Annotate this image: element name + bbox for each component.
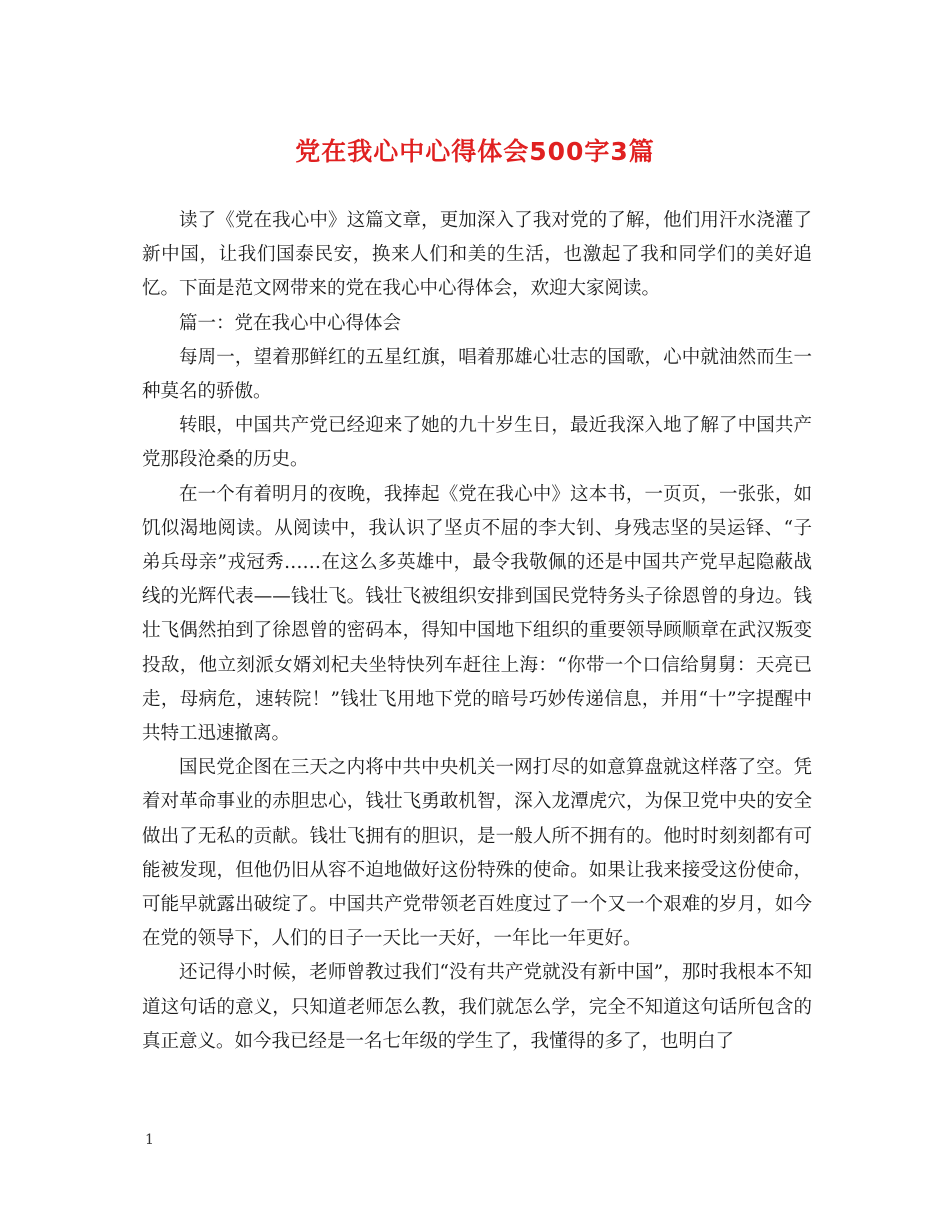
page-number: 1	[145, 1132, 154, 1148]
document-title: 党在我心中心得体会500字3篇	[295, 137, 655, 166]
paragraph: 每周一，望着那鲜红的五星红旗，唱着那雄心壮志的国歌，心中就油然而生一种莫名的骄傲。	[142, 346, 812, 403]
document-body	[142, 204, 812, 1059]
paragraph: 在一个有着明月的夜晚，我捧起《党在我心中》这本书，一页页，一张张，如饥似渴地阅读。从阅读中，我认识了坚贞不屈的李大钊、身残志坚的吴运铎、“子弟兵母亲”戎冠秀……在这么多英雄中，最令我敬佩的还是中国共产党早起隐蔽战线的光辉代表——钱壮飞。钱壮飞被组织安排到国民党特务头子徐恩曾的身边。钱壮飞偶然拍到了徐恩曾的密码本，得知中国地下组织的重要领导顾顺章在武汉叛变投敌，他立刻派女婿刘杞夫坐特快列车赶往上海：“你带一个口信给舅舅：天亮已走，母病危，速转院！”钱壮飞用地下党的暗号巧妙传递信息，并用“十”字提醒中共特工迅速撤离。	[142, 483, 812, 745]
section-heading: 篇一：党在我心中心得体会	[179, 312, 402, 334]
paragraph: 还记得小时候，老师曾教过我们“没有共产党就没有新中国”，那时我根本不知道这句话的意义，只知道老师怎么教，我们就怎么学，完全不知道这句话所包含的真正意义。如今我已经是一名七年级的学生了，我懂得的多了，也明白了	[142, 962, 812, 1052]
paragraph: 国民党企图在三天之内将中共中央机关一网打尽的如意算盘就这样落了空。凭着对革命事业的赤胆忠心，钱壮飞勇敢机智，深入龙潭虎穴，为保卫党中央的安全做出了无私的贡献。钱壮飞拥有的胆识，是一般人所不拥有的。他时时刻刻都有可能被发现，但他仍旧从容不迫地做好这份特殊的使命。如果让我来接受这份使命，可能早就露出破绽了。中国共产党带领老百姓度过了一个又一个艰难的岁月，如今在党的领导下，人们的日子一天比一天好，一年比一年更好。	[142, 757, 812, 950]
paragraph-intro: 读了《党在我心中》这篇文章，更加深入了我对党的了解，他们用汗水浇灌了新中国，让我们国泰民安，换来人们和美的生活，也激起了我和同学们的美好追忆。下面是范文网带来的党在我心中心得体会，欢迎大家阅读。	[142, 210, 812, 300]
paragraph: 转眼，中国共产党已经迎来了她的九十岁生日，最近我深入地了解了中国共产党那段沧桑的历史。	[142, 415, 812, 471]
